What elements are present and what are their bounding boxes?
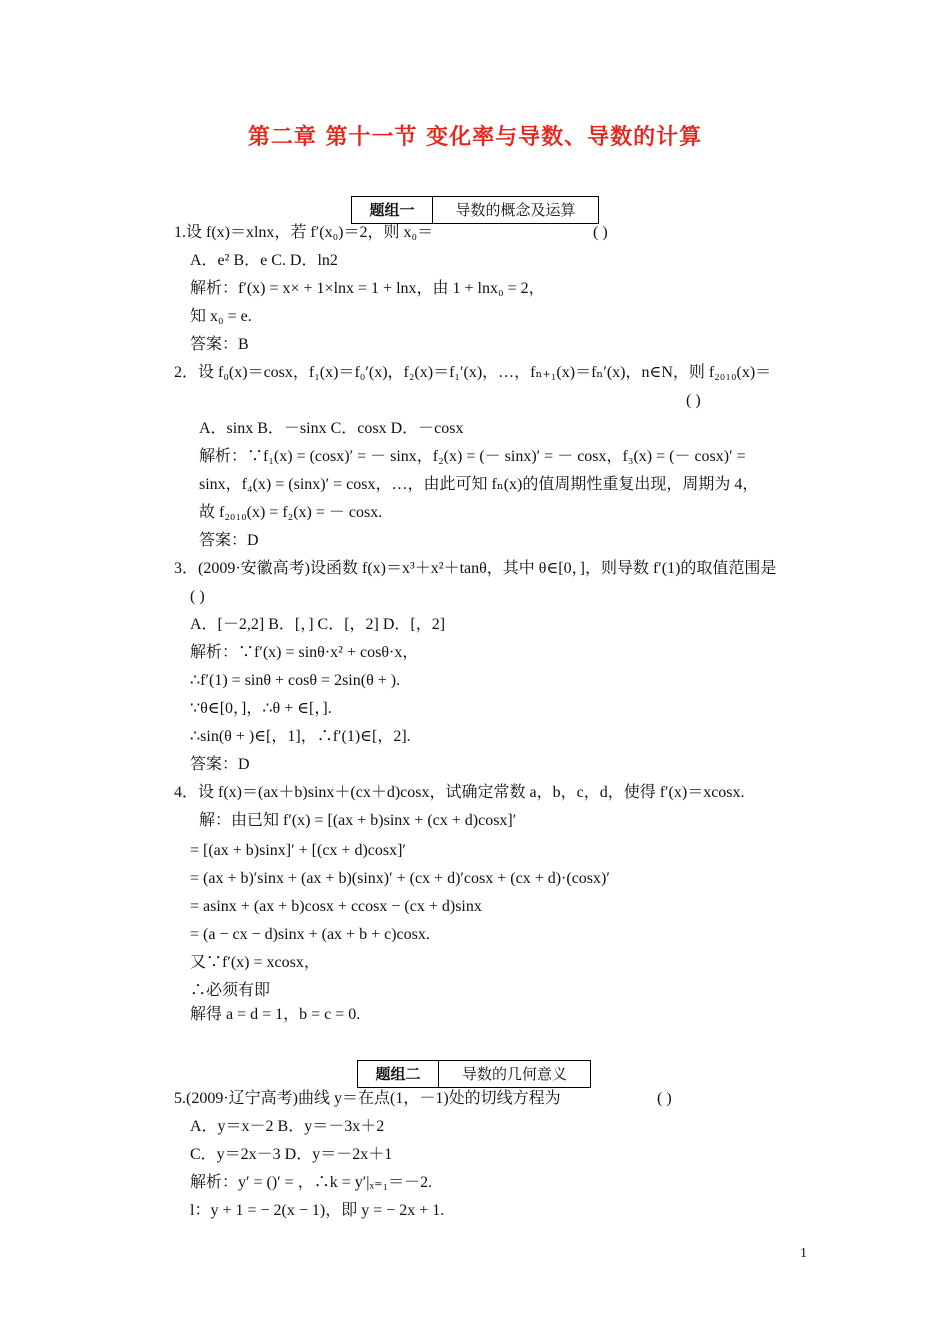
- text-line: A．e² B．e C. D．ln2: [190, 252, 338, 269]
- group-label: 题组二: [358, 1061, 439, 1087]
- text-line: = (ax + b)′sinx + (ax + b)(sinx)′ + (cx + d)′cosx + (cx + d)·(cosx)′: [190, 870, 610, 887]
- text-line: A．sinx B．－sinx C．cosx D．－cosx: [199, 420, 464, 437]
- text-line: 解析：∵f₁(x) = (cosx)′ = － sinx，f₂(x) = (－ sinx)′ = － cosx，f₃(x) = (－ cosx)′ =: [199, 448, 746, 465]
- text-line: ∴f′(1) = sinθ + cosθ = 2sin(θ + ).: [190, 672, 401, 689]
- text-line: l：y + 1 = − 2(x − 1)，即 y = − 2x + 1.: [190, 1202, 445, 1219]
- text-line: 又∵f′(x) = xcosx，: [190, 954, 320, 971]
- text-line: 解得 a = d = 1，b = c = 0.: [190, 1006, 361, 1023]
- text-line: ∴sin(θ + )∈[，1]，∴f′(1)∈[，2].: [190, 728, 411, 745]
- answer-bracket: ( ): [593, 224, 608, 241]
- text-line: C．y＝2x－3 D．y＝－2x＋1: [190, 1146, 393, 1163]
- answer-bracket: ( ): [686, 392, 701, 409]
- text-line: 4．设 f(x)＝(ax＋b)sinx＋(cx＋d)cosx，试确定常数 a，b，c，d，使得 f′(x)＝xcosx.: [174, 784, 745, 801]
- text-line: 解析：y′ = ()′ = ，∴k = y′|ₓ₌₁＝－2.: [190, 1174, 433, 1191]
- text-line: 1.设 f(x)＝xlnx，若 f′(x₀)＝2，则 x₀＝: [174, 224, 434, 241]
- text-line: 解析：∵f′(x) = sinθ·x² + cosθ·x，: [190, 644, 419, 661]
- question-group-1-header: [351, 196, 599, 224]
- group-topic: 导数的几何意义: [461, 1065, 567, 1083]
- text-line: 3．(2009·安徽高考)设函数 f(x)＝x³＋x²＋tanθ，其中 θ∈[0，]，则导数 f′(1)的取值范围是: [174, 560, 777, 577]
- text-line: ∵θ∈[0，]，∴θ + ∈[，].: [190, 700, 332, 717]
- text-line: A．[－2,2] B．[，] C．[，2] D．[，2]: [190, 616, 446, 633]
- text-line: 答案：D: [190, 756, 250, 773]
- group-topic: 导数的概念及运算: [455, 201, 576, 219]
- text-line: = asinx + (ax + b)cosx + ccosx − (cx + d)sinx: [190, 898, 482, 915]
- question-group-2-header: [357, 1060, 591, 1088]
- text-line: 知 x₀ = e.: [190, 308, 252, 325]
- text-line: 5.(2009·辽宁高考)曲线 y＝在点(1，－1)处的切线方程为: [174, 1090, 561, 1107]
- page-title: 第二章 第十一节 变化率与导数、导数的计算: [247, 125, 703, 150]
- text-line: 故 f₂₀₁₀(x) = f₂(x) = － cosx.: [199, 504, 383, 521]
- page-number: 1: [800, 1246, 807, 1261]
- text-line: 解：由已知 f′(x) = [(ax + b)sinx + (cx + d)cosx]′: [199, 812, 517, 829]
- text-line: 2．设 f₀(x)＝cosx，f₁(x)＝f₀′(x)，f₂(x)＝f₁′(x)，…，fₙ₊₁(x)＝fₙ′(x)，n∈N，则 f₂₀₁₀(x)＝: [174, 364, 772, 381]
- text-line: ( ): [190, 588, 205, 605]
- text-line: sinx，f₄(x) = (sinx)′ = cosx，…，由此可知 fₙ(x)的值周期性重复出现，周期为 4，: [199, 476, 759, 493]
- text-line: A．y＝x－2 B．y＝－3x＋2: [190, 1118, 385, 1135]
- group-label: 题组一: [352, 197, 433, 223]
- text-line: = (a − cx − d)sinx + (ax + b + c)cosx.: [190, 926, 430, 943]
- text-line: 答案：D: [199, 532, 259, 549]
- text-line: = [(ax + b)sinx]′ + [(cx + d)cosx]′: [190, 842, 406, 859]
- text-line: 解析：f′(x) = x× + 1×lnx = 1 + lnx，由 1 + lnx₀ = 2，: [190, 280, 545, 297]
- text-line: 答案：B: [190, 336, 249, 353]
- answer-bracket: ( ): [657, 1090, 672, 1107]
- text-line: ∴必须有即: [190, 982, 271, 999]
